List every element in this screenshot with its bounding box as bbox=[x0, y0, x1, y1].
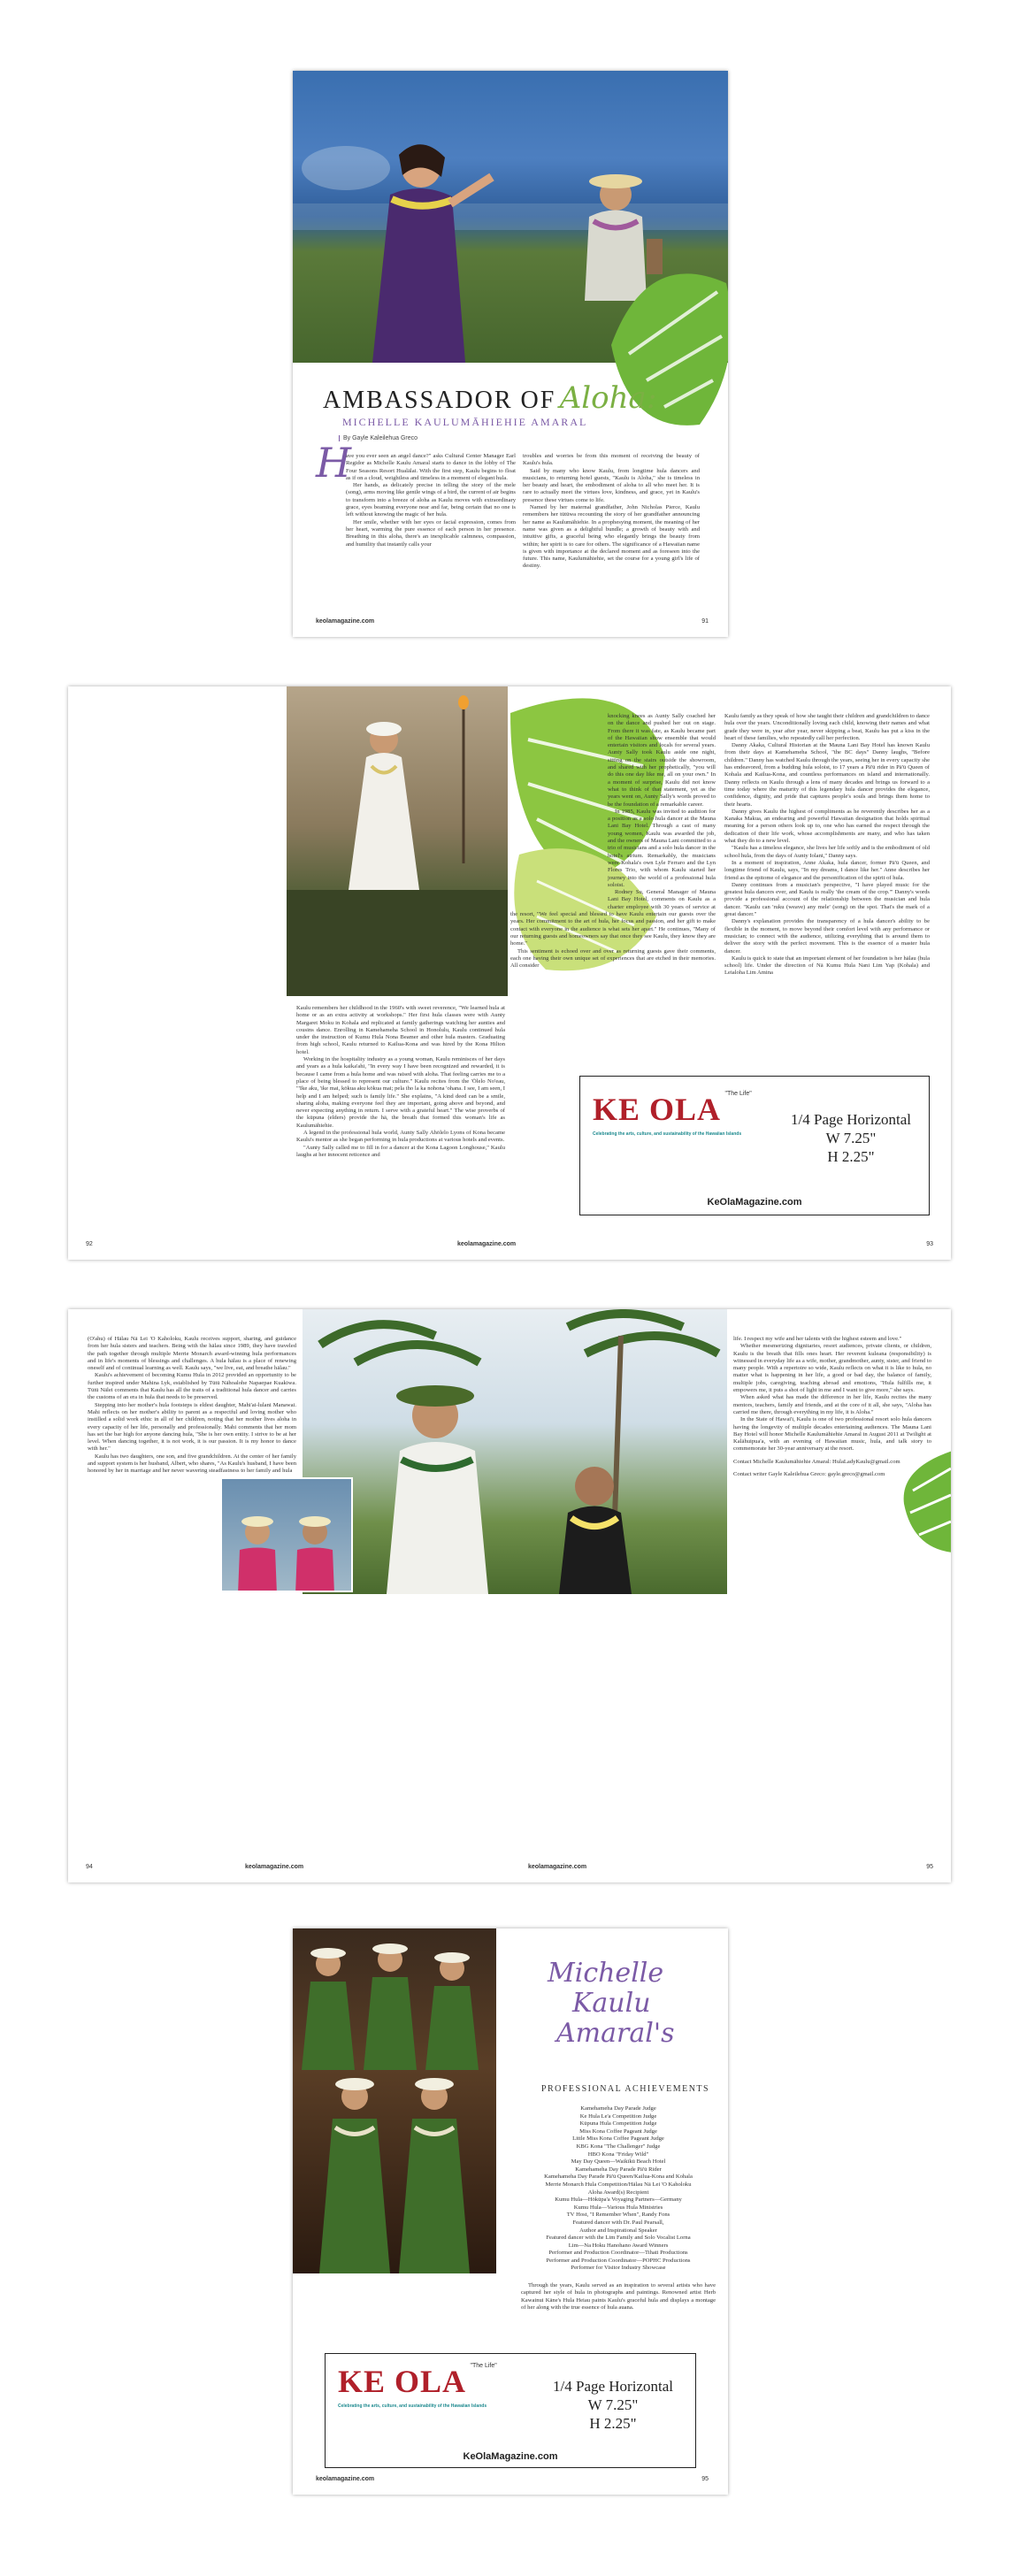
magazine-page-1 bbox=[293, 71, 728, 637]
ad-logo bbox=[338, 2363, 497, 2400]
ad-size-block bbox=[538, 2377, 688, 2433]
paragraph: Kaulu has two daughters, one son, and five grandchildren. At the center of her family and support system is her husband, Albert, who shares, "As Kaulu's husband, I have been honored by her in marriage and her never wavering steadfastness to her family and hula bbox=[88, 1453, 296, 1475]
paragraph: In the State of Hawai'i, Kaulu is one of two professional resort solo hula dancers having the longevity of multiple decades entertaining audiences. The Mauna Lani Bay Hotel will honor Michelle Kaulumāhiehie Amaral in August 2011 at Twilight at Kalāhuipua'a, with an evening of Hawaiian music, hula, and talk story to commemorate her 30-year anniversary at the resort. bbox=[733, 1416, 931, 1453]
ad-size-block bbox=[780, 1110, 922, 1166]
achievement-item: Kumu Hula—Various Hula Ministries bbox=[573, 2204, 663, 2211]
paragraph: Kaulu family as they speak of how she taught their children and grandchildren to dance hula over the years. Unconditionally loving each child, knowing their names and what grade they were in, year after year, never skipping a beat, Kaulu has put a kiss in the heart of these families, who repeatedly call her perfection. bbox=[724, 713, 930, 741]
paragraph: troubles and worries be from this moment of receiving the beauty of Kaulu's hula. bbox=[523, 453, 700, 467]
ad-tagline: Celebrating the arts, culture, and sustainability of the Hawaiian Islands bbox=[593, 1131, 742, 1137]
paragraph: Kaulu is quick to state that an important element of her foundation is her hālau (hula school) life. Under the direction of Nā Kumu Hula Nani Lim Yap (Kohala) and Leialoha Lim Amina bbox=[724, 954, 930, 977]
achievement-item: Merrie Monarch Hula Competition/Hālau Nā Lei 'O Kaholoku bbox=[545, 2181, 692, 2188]
contact-line[interactable]: Contact writer Gayle Kaleilehua Greco: gayle.greco@gmail.com bbox=[733, 1471, 885, 1478]
footer-domain[interactable]: keolamagazine.com bbox=[316, 618, 375, 625]
inset-photo-art bbox=[222, 1479, 353, 1592]
page-number-right: 95 bbox=[926, 1864, 933, 1870]
ad-logo-text: KE OLA bbox=[593, 1092, 722, 1127]
achievement-item: Kamehameha Day Parade Judge bbox=[580, 2105, 656, 2112]
title-main: AMBASSADOR OF bbox=[323, 387, 556, 414]
byline-bar: By Gayle Kaleilehua Greco bbox=[339, 435, 418, 441]
achievement-item: May Day Queen—Waikīkū Beach Hotel bbox=[571, 2158, 666, 2166]
photo-couple-palms bbox=[303, 1309, 727, 1594]
paragraph: ave you ever seen an angel dance?" asks Cultural Center Manager Earl Regidor as Michelle Kaulu Amaral starts to dance in the lobby of The Four Seasons Resort Hualālai. With the first step, Kaulu begins to float as if on a cloud, weightless and timeless in a moment of elegant hula. bbox=[346, 453, 516, 481]
paragraph: Danny continues from a musician's perspective, "I have played music for the greatest hula dancers ever, and Kaulu is really 'the cream of the crop.'" Danny's words provide a professional account of the relationship between the musician and hula dancer. "Kaulu can 'ruku (weave) any mele' (song) on the spot. That's the mark of a great dancer." bbox=[724, 881, 930, 918]
ad-width: W 7.25" bbox=[825, 1130, 877, 1146]
page-number: 95 bbox=[701, 2476, 709, 2482]
article-title bbox=[323, 380, 694, 416]
paragraph: "Aunty Sally called me to fill in for a dancer at the Kona Lagoon Longhouse," Kaulu laughs at her innocent reticence and bbox=[296, 1144, 505, 1158]
paragraph: Her smile, whether with her eyes or facial expression, comes from her heart, warming the pure essence of each person in her presence. Breathing in this aloha, there's an inexplicable calmness, compassion, and humility that instantly calls your bbox=[346, 518, 516, 548]
ad-url[interactable]: KeOlaMagazine.com bbox=[707, 1197, 802, 1208]
section-title: PROFESSIONAL ACHIEVEMENTS bbox=[540, 2084, 710, 2094]
achievement-item: Author and Inspirational Speaker bbox=[579, 2227, 657, 2234]
ad-height: H 2.25" bbox=[827, 1148, 875, 1165]
achievement-item: Kūpuna Hula Competition Judge bbox=[579, 2120, 657, 2128]
page-number-left: 92 bbox=[86, 1241, 93, 1247]
ad-size-label: 1/4 Page Horizontal bbox=[553, 2378, 673, 2395]
title-script: Aloha: bbox=[559, 380, 657, 416]
paragraph: Danny Akaka, Cultural Historian at the Mauna Lani Bay Hotel has known Kaulu from their days at Kamehameha School, "the BC days" Danny laughs, "Before children." Danny has watched Kaulu through the years, seeing her in every capacity she has endeavored, from a budding hula soloist, to 17 years a Pā'ū rider in Pā'ū Queen of Kohala and Kailua-Kona, and countless performances on island and internationally. Danny reflects on Kaulu through a lens of many decades and brings us forward to a time today where the maturity of this legendary hula dancer provides the elegance, confidence, dignity, and pride that captures people's souls and brings them home to their hearts. bbox=[724, 742, 930, 808]
paragraph: This sentiment is echoed over and over as returning guests gave their comments, each one having their own unique set of experiences that are etched in their memories. All consider bbox=[510, 947, 716, 970]
footer-domain[interactable]: keolamagazine.com bbox=[245, 1864, 304, 1870]
paragraph: Whether mesmerizing dignitaries, resort audiences, private clients, or children, Kaulu is the breath that fills ones heart. Her reverent kuleana (responsibility) is witnessed in everyday life as a wife, mother, grandmother, aunty, sister, and friend to many people. With a repertoire so wide, Kaulu reflects on what it is like to hula, no matter what is happening in her life, a good or bad day, the balance of family, multiple jobs, caregiving, teaching abroad and emotions, "Hula fulfills me, it empowers me, it puts a shot of light in me and I want to give more," she says. bbox=[733, 1343, 931, 1394]
paragraph: (O'ahu) of Hālau Nā Lei 'O Kaholoku, Kaulu receives support, sharing, and guidance from her hula sisters and teachers. Being with the hālau since 1989, they have traveled the path together through multiple Merrie Monarch award-winning hula performances and in life's moments of blessings and challenges. A hula hālau is a place of renewing oneself and of continual learning as well. Kaulu says, "we live, eat, and breathe hālau." bbox=[88, 1336, 296, 1372]
achievement-item: Aloha Award(s) Recipient bbox=[587, 2189, 649, 2196]
page4-closing-paragraph bbox=[521, 2282, 716, 2335]
page1-column-2 bbox=[523, 453, 700, 586]
ke-ola-ad[interactable] bbox=[579, 1076, 930, 1215]
paragraph: "Kaulu has a timeless elegance, she lives her life softly and is the embodiment of old school hula, from the days of Aunty Iolani," Danny says. bbox=[724, 845, 930, 859]
ke-ola-ad[interactable] bbox=[325, 2353, 696, 2468]
achievement-item: Kamehameha Day Parade Pā'ū Queen/Kailua-Kona and Kohala bbox=[544, 2174, 693, 2181]
ad-logo bbox=[593, 1091, 752, 1128]
achievement-item: Little Miss Kona Coffee Pageant Judge bbox=[572, 2135, 664, 2143]
drop-cap: H bbox=[316, 439, 352, 487]
paragraph: A legend in the professional hula world, Aunty Sally Ahōlelo Lyons of Kona became Kaulu's mentor as she began performing in hula productions at various hotels and events. bbox=[296, 1130, 505, 1144]
achievement-item: Lim—Na Hoku Hanohano Award Winners bbox=[568, 2242, 669, 2249]
paragraph: Kaulu's achievement of becoming Kumu Hula in 2012 provided an opportunity to be further inspired under Mahina Lyk, established by Tūtū Nāhoalohe Napaepae Kuakiwa. Tūtū Nālei comments that Kaulu has all the traits of a traditional hula dancer and carries the customs of an era in hula that needs to be preserved. bbox=[88, 1372, 296, 1401]
achievement-item: KBG Kona "The Challenger" Judge bbox=[576, 2143, 661, 2150]
magazine-spread-2 bbox=[68, 686, 951, 1260]
spread2-column-right bbox=[724, 713, 930, 1005]
name-line-1: Michelle bbox=[548, 1958, 664, 1989]
footer-domain-2[interactable]: keolamagazine.com bbox=[528, 1864, 587, 1870]
dancer-photo-art bbox=[287, 686, 508, 996]
magazine-page-4 bbox=[293, 1928, 728, 2495]
page1-column-1 bbox=[346, 453, 516, 586]
footer-domain[interactable]: keolamagazine.com bbox=[457, 1241, 517, 1247]
page-number: 91 bbox=[701, 618, 709, 625]
paragraph: knocking knees as Aunty Sally coached her on the dance and pushed her out on stage. From there it was fate, as Kaulu became part of the Hawaiian show ensemble that would entertain visitors and locals for several years. Aunty Sally took Kaulu aside one night, sitting on the stairs outside the showroom, and shared with her prophetically, "you will do this one day like me, all on your own." In a moment of surprise, Kaulu did not know what to think of that statement, yet as the years went on, Aunty Sally's words proved to be the foundation of a remarkable career. bbox=[608, 713, 716, 808]
paragraph: Through the years, Kaulu served as an inspiration to several artists who have captured her style of hula in photographs and paintings. Renowned artist Herb Kawainui Kāne's Hula Heiau paints Kaulu's graceful hula and displays a montage of her along with the true essence of hula auana. bbox=[521, 2282, 716, 2311]
article-subtitle: MICHELLE KAULUMĀHIEHIE AMARAL bbox=[342, 416, 588, 428]
achievement-item: Performer for Visitor Industry Showcase bbox=[571, 2265, 666, 2272]
photo-women-dancers-inset bbox=[220, 1477, 353, 1592]
ad-height: H 2.25" bbox=[589, 2415, 637, 2432]
spread2-column-left bbox=[296, 1005, 505, 1237]
couple-photo-art bbox=[303, 1309, 727, 1594]
paragraph: When asked what has made the difference in her life, Kaulu recites the many mentors, teachers, family and friends, and at the core of it all, she says, "Aloha has carried me there, through everything in my life, it is Aloha." bbox=[733, 1394, 931, 1415]
achievement-item: TV Host, "I Remember When", Randy Fons bbox=[566, 2212, 670, 2219]
achievements-list bbox=[514, 2105, 723, 2273]
paragraph: Danny gives Kaulu the highest of compliments as he reverently describes her as a Kanaka Makua, an endearing and powerful Hawaiian designation that holds spiritual meaning for a person others look up to, one who has earned the respect through the dedication of their life work, whose accomplishments are many, and who has taken what they do to a new level. bbox=[724, 808, 930, 845]
photo-hula-group bbox=[293, 1928, 496, 2273]
paragraph: In a moment of inspiration, Anne Akaka, hula dancer, former Pā'ū Queen, and longtime friend of Kaulu, says, "In my dreams, I dance like her." Anne describes her friend as the epitome of elegance and the personification of the spirit of hula. bbox=[724, 859, 930, 881]
paragraph: Danny's explanation provides the transparency of a hula dancer's ability to be flexible in the moment, to move beyond their comfort level with any performance or musician; to connect with the audience, utilizing everything that is around them to deliver the story with the perfect movement. This is the essence of a master hula dancer. bbox=[724, 918, 930, 954]
achievement-item: Performer and Production Coordinator—POPHC Productions bbox=[546, 2257, 691, 2264]
name-line-3: Amaral's bbox=[556, 2018, 675, 2049]
contact-line[interactable]: Contact Michelle Kaulumāhiehie Amaral: HulaLadyKaulu@gmail.com bbox=[733, 1458, 900, 1465]
paragraph: Said by many who know Kaulu, from longtime hula dancers and musicians, to returning hotel guests, "Kaulu is Aloha," she is timeless in her beauty and heart, the embodiment of aloha to all who meet her. It is rare to actually meet the virtues love, kindness, and grace, yet in Kaulu's presence these virtues come to life. bbox=[523, 467, 700, 503]
paragraph: Rodney Su, General Manager of Mauna Lani Bay Hotel, comments on Kaulu as a charter employee with 30 years of service at the resort, "We feel special and blessed to have Kaulu entertain our guests over the years. Her commitment to the art of hula, her focus and passion, and her gift to make contact with everyone in the audience is what sets her apart." He continues, "Many of our returning guests and homeowners say that once they see Kaulu, they know they are home." bbox=[510, 889, 716, 947]
achievement-item: Kamehameha Day Parade Pā'ū Rider bbox=[575, 2166, 662, 2173]
spread3-column-right bbox=[733, 1336, 931, 1628]
achievement-item: Featured dancer with Dr. Paul Pearsall, bbox=[572, 2219, 664, 2226]
name-heading bbox=[540, 1959, 717, 2049]
page-number-left: 94 bbox=[86, 1864, 93, 1870]
photo-dancer-white-dress bbox=[287, 686, 508, 996]
achievement-item: Ke Hula Le'a Competition Judge bbox=[579, 2112, 657, 2120]
ad-tagline: Celebrating the arts, culture, and sustainability of the Hawaiian Islands bbox=[338, 2404, 487, 2409]
achievement-item: Kumu Hula—Hōkūpa'a Voyaging Partners—Germany bbox=[555, 2196, 682, 2204]
achievement-item: HBO Kona "Friday Wild" bbox=[587, 2150, 649, 2158]
ad-width: W 7.25" bbox=[587, 2396, 639, 2413]
footer-domain[interactable]: keolamagazine.com bbox=[316, 2476, 375, 2482]
ad-logo-tag: "The Life" bbox=[724, 1091, 752, 1097]
paragraph: Working in the hospitality industry as a young woman, Kaulu reminisces of her days and years as a hula kaika'ahi, "In every way I have been recognized and rewarded, it is because I came from a hula home and was raised with aloha. That feeling carries me to a place of being blessed to represent our culture." Kaulu recites from the 'Ōlelo No'eau, "'Ike aku, 'ike mai, kōkua aku kōkua mai; pela iho la ka nohona 'ohana. I see, I am seen, I help and I am helped; such is family life." She explains, "A kind deed can be a smile, sharing aloha, making everyone feel they are important, going above and beyond, and never expecting anything in return. I serve with a grateful heart." The wise proverbs of the kūpuna (elders) provide the hā, the breath that formed this woman's life as Kaulumāhiehie. bbox=[296, 1056, 505, 1129]
ad-logo-tag: "The Life" bbox=[470, 2363, 497, 2369]
achievement-item: Performer and Production Coordinator—Tihati Productions bbox=[548, 2250, 688, 2257]
ad-logo-text: KE OLA bbox=[338, 2364, 467, 2399]
achievement-item: Featured dancer with the Lim Family and Solo Vocalist Lorna bbox=[546, 2235, 691, 2242]
ad-size-label: 1/4 Page Horizontal bbox=[791, 1111, 911, 1128]
paragraph: Her hands, as delicately precise in telling the story of the mele (song), arms moving like gentle wings of a bird, the current of air begins to transform into a breeze of aloha as Kaulu moves with extraordinary grace, eyes beaming everyone near and far, being certain that no one is left without knowing the magic of her hula. bbox=[346, 482, 516, 518]
paragraph: In 1985, Kaulu was invited to audition for a position as a solo hula dancer at the Mauna Lani Bay Hotel. Through a cast of many young women, Kaulu was awarded the job, and the owners of Mauna Lani committed to a trio of musicians and a solo hula dancer in the hotel's atrium. Remarkably, the musicians were Kohala's own Lyle Ferraro and the Lyn Flores Trio, with whom Kaulu started her journey into the world of a professional hula soloist. bbox=[608, 808, 716, 888]
achievement-item: Miss Kona Coffee Pageant Judge bbox=[579, 2128, 657, 2135]
magazine-spread-3 bbox=[68, 1309, 951, 1882]
page-number-right: 93 bbox=[926, 1241, 933, 1247]
name-line-2: Kaulu bbox=[572, 1988, 651, 2019]
hula-group-photo-art bbox=[293, 1928, 496, 2273]
paragraph: Named by her maternal grandfather, John Nicholas Pierce, Kaulu remembers her tūtūwa recounting the story of her grandfather announcing her name as Kaulumāhiehie. In a prophesying moment, the meaning of her name was given as a delightful bundle; a growth of beauty with and intuitive gifts, a graceful being who elegantly brings the beauty from within; her spirit is to care for others. The significance of a Hawaiian name is given with importance at the declared moment and as foreseen into the future. This name, Kaulumāhiehie, set the course for a young girl's life of destiny. bbox=[523, 504, 700, 570]
paragraph: life. I respect my wife and her talents with the highest esteem and love." bbox=[733, 1336, 902, 1342]
paragraph: Stepping into her mother's hula footsteps is eldest daughter, Mahi'ai-lulani Manawai. Mahi reflects on her mother's ability to parent as a respectful and loving mother who instilled a solid work ethic in all of her children, noting that her mother lives aloha in every capacity of her life, personally and professionally. Mahi comments that her mom has set the bar high for anyone dancing hula, "She is her own entity. I strive to be at her level. When dancing together, it is not work, it is our passion. It is my honor to dance with her." bbox=[88, 1401, 296, 1453]
paragraph: Kaulu remembers her childhood in the 1960's with sweet reverence, "We learned hula at home or as an extra activity at workshops." Her first hula classes were with Aunty Margaret Moku in Kohala and replicated at family gatherings watching her aunties and cousins dance. Enrolling in Kamehameha School in Honolulu, Kaulu continued hula under the instruction of Kumu Hula Nona Beamer and other hula masters. Graduating from high school, Kaulu returned to Kailua-Kona and was hired by the Kona Hilton hotel. bbox=[296, 1005, 505, 1055]
ad-url[interactable]: KeOlaMagazine.com bbox=[463, 2451, 558, 2462]
